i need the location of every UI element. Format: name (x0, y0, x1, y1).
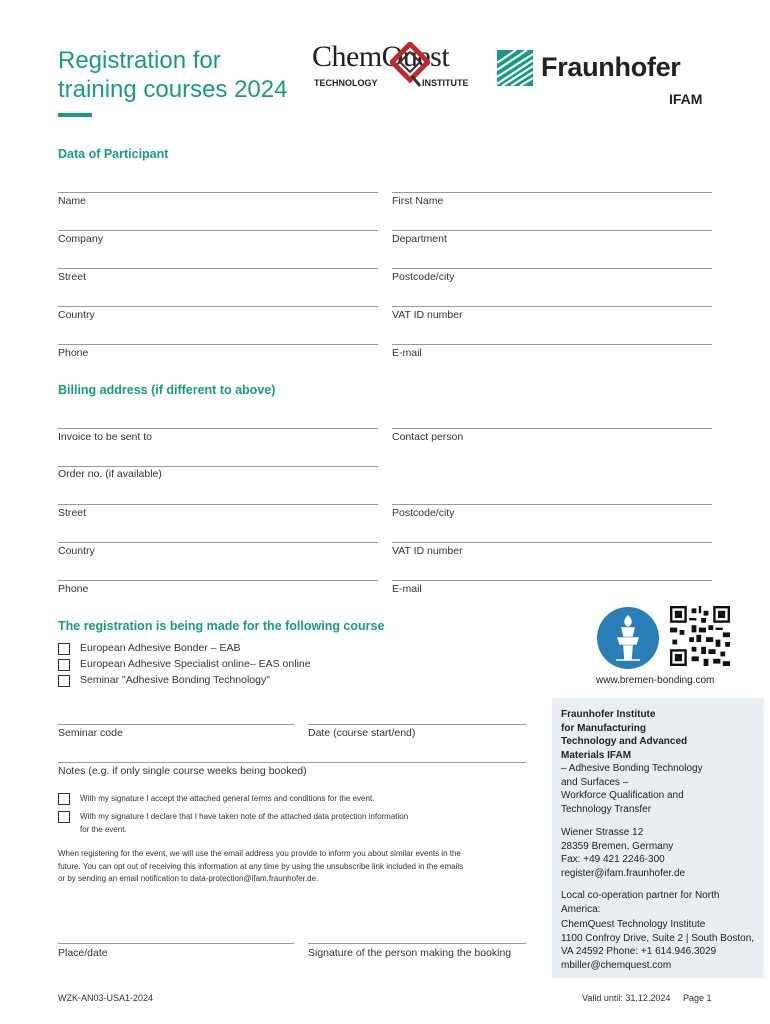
institute-name: Fraunhofer Institute for Manufacturing Technology and Advanced Materials IFAM (561, 709, 688, 761)
terms-checkbox[interactable] (58, 793, 70, 805)
partner-address: ChemQuest Technology Institute 1100 Confroy Drive, Suite 2 | South Boston, VA 24592 Phone: +1 614.946.3029 mbiller@chemquest.com (561, 919, 755, 971)
billing-phone-field[interactable]: Phone (58, 583, 89, 595)
fraunhofer-logo: Fraunhofer IFAM (497, 46, 717, 110)
valid-until: Valid until: 31.12.2024 (582, 993, 671, 1003)
terms-label: With my signature I accept the attached general terms and conditions for the event. (80, 794, 375, 803)
title-underline (58, 113, 92, 117)
partner-heading: Local co-operation partner for North America: (561, 890, 720, 915)
participant-heading: Data of Participant (58, 147, 169, 161)
website-link[interactable]: www.bremen-bonding.com (596, 675, 715, 686)
department-name: – Adhesive Bonding Technology and Surfaces – Workforce Qualification and Technology Transfer (561, 763, 703, 815)
page-title: Registration for training courses 2024 (58, 47, 288, 103)
partner-email-link[interactable]: mbiller@chemquest.com (561, 959, 672, 971)
institute-address: Wiener Strasse 12 28359 Bremen, Germany Fax: +49 421 2246-300 register@ifam.fraunhofer.de (561, 827, 686, 879)
department-field[interactable]: Department (392, 233, 447, 245)
form-code: WZK-AN03-USA1-2024 (58, 993, 154, 1003)
notes-field[interactable]: Notes (e.g. if only single course weeks being booked) (58, 765, 307, 777)
eab-option-label: European Adhesive Bonder – EAB (80, 642, 241, 654)
email-info-text: When registering for the event, we will use the email address you provide to inform you about similar events in the future. You can opt out of receiving this information at any time by using the unsubscribe link included in the emails or by sending an email notification to data-protection@ifam.fraunhofer.de. (58, 849, 464, 883)
seminar-option-label: Seminar "Adhesive Bonding Technology" (80, 674, 270, 686)
page-number: Page 1 (683, 993, 712, 1003)
eas-option-label: European Adhesive Specialist online– EAS online (80, 658, 311, 670)
fraunhofer-mark-icon (497, 50, 533, 86)
privacy-checkbox[interactable] (58, 811, 70, 823)
place-date-field[interactable]: Place/date (58, 947, 108, 959)
eas-checkbox[interactable] (58, 659, 70, 671)
chemquest-logo: ChemQuest TECHNOLOGY INSTITUTE (312, 40, 469, 88)
postcode-field[interactable]: Postcode/city (392, 271, 455, 283)
bremen-bonding-seal-icon (596, 606, 660, 670)
company-field[interactable]: Company (58, 233, 103, 245)
billing-street-field[interactable]: Street (58, 507, 87, 519)
course-date-field[interactable]: Date (course start/end) (308, 727, 416, 739)
phone-field[interactable]: Phone (58, 347, 89, 359)
invoice-field[interactable]: Invoice to be sent to (58, 431, 152, 443)
seminar-code-field[interactable]: Seminar code (58, 727, 123, 739)
order-number-field[interactable]: Order no. (if available) (58, 468, 162, 480)
vat-field[interactable]: VAT ID number (392, 309, 463, 321)
street-field[interactable]: Street (58, 271, 87, 283)
course-heading: The registration is being made for the following course (58, 619, 385, 633)
billing-email-field[interactable]: E-mail (392, 583, 422, 595)
country-field[interactable]: Country (58, 309, 95, 321)
billing-postcode-field[interactable]: Postcode/city (392, 507, 455, 519)
privacy-label: With my signature I declare that I have taken note of the attached data protection information for the event. (80, 812, 409, 834)
billing-heading: Billing address (if different to above) (58, 383, 276, 397)
seminar-checkbox[interactable] (58, 675, 70, 687)
contact-sidebar (552, 698, 764, 978)
eab-checkbox[interactable] (58, 643, 70, 655)
qr-code-icon (670, 606, 730, 666)
billing-vat-field[interactable]: VAT ID number (392, 545, 463, 557)
contact-person-field[interactable]: Contact person (392, 431, 464, 443)
name-field[interactable]: Name (58, 195, 87, 207)
email-field[interactable]: E-mail (392, 347, 422, 359)
billing-country-field[interactable]: Country (58, 545, 95, 557)
signature-field[interactable]: Signature of the person making the booking (308, 947, 512, 959)
first-name-field[interactable]: First Name (392, 195, 444, 207)
register-email-link[interactable]: register@ifam.fraunhofer.de (561, 867, 686, 879)
